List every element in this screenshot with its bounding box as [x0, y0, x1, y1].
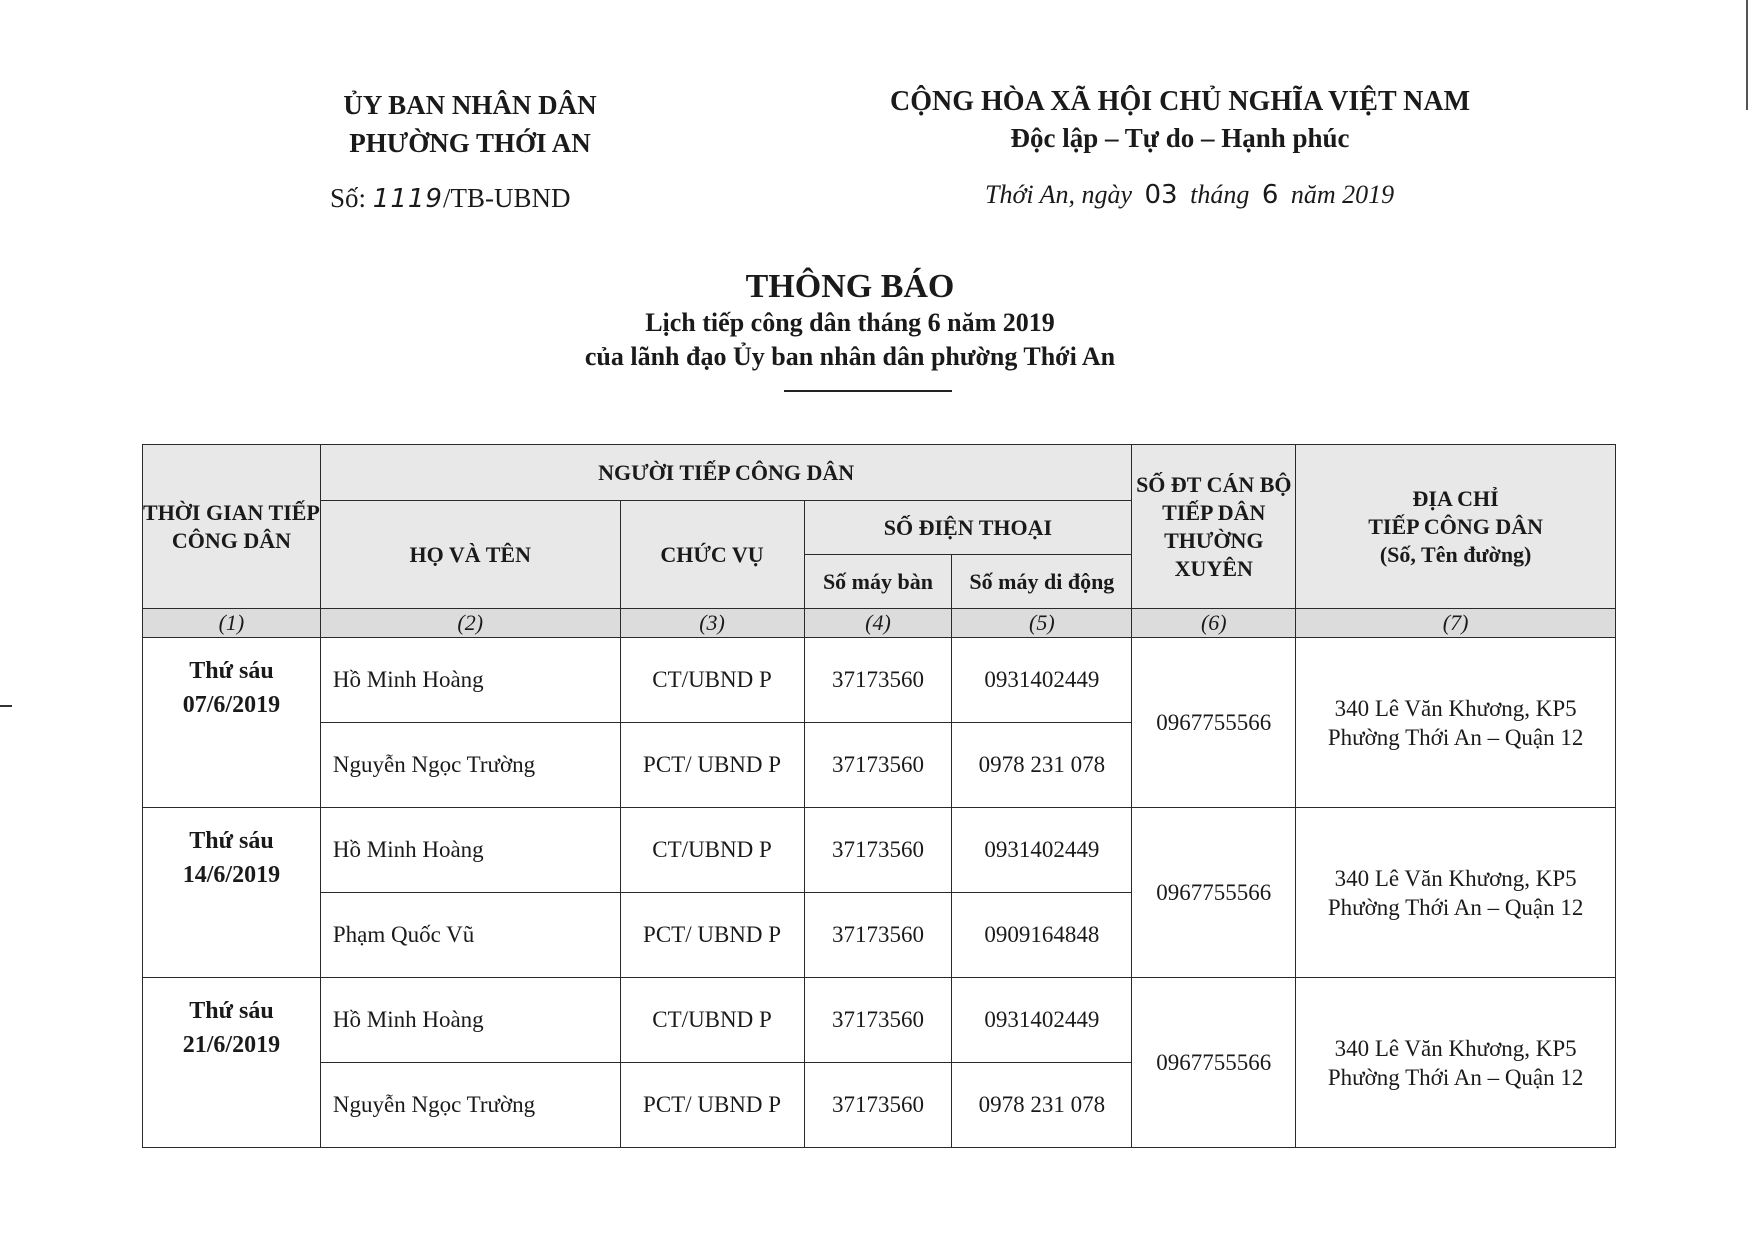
address-line-1: 340 Lê Văn Khương, KP5 [1334, 865, 1577, 891]
reception-date-value: 14/6/2019 [182, 862, 281, 888]
address-line-1: 340 Lê Văn Khương, KP5 [1334, 695, 1577, 721]
mobile-number: 0931402449 [952, 808, 1132, 893]
date-month-label: tháng [1190, 180, 1250, 209]
receiver-position: PCT/ UBND P [620, 723, 804, 808]
reception-address [1296, 978, 1616, 1148]
receiver-position: PCT/ UBND P [620, 1063, 804, 1148]
mobile-number: 0978 231 078 [952, 1063, 1132, 1148]
schedule-table [142, 444, 1616, 1148]
document-title [480, 268, 1220, 374]
header-name: HỌ VÀ TÊN [320, 501, 620, 609]
reception-date [143, 808, 321, 978]
reception-date [143, 978, 321, 1148]
column-index: (5) [952, 609, 1132, 638]
table-row [143, 808, 1616, 893]
landline-number: 37173560 [804, 893, 952, 978]
issue-date [985, 180, 1394, 210]
column-index: (3) [620, 609, 804, 638]
receiver-name: Nguyễn Ngọc Trường [320, 723, 620, 808]
doc-number-suffix: /TB-UBND [442, 183, 571, 213]
header-receiver: NGƯỜI TIẾP CÔNG DÂN [320, 445, 1131, 501]
table-row [143, 978, 1616, 1063]
header-landline: Số máy bàn [804, 555, 952, 609]
address-line-2: Phường Thới An – Quận 12 [1327, 894, 1584, 920]
receiver-position: CT/UBND P [620, 638, 804, 723]
fold-mark [0, 705, 12, 707]
column-index: (7) [1296, 609, 1616, 638]
mobile-number: 0978 231 078 [952, 723, 1132, 808]
mobile-number: 0909164848 [952, 893, 1132, 978]
receiver-position: PCT/ UBND P [620, 893, 804, 978]
reception-day: Thứ sáu [189, 998, 274, 1024]
address-line-2: Phường Thới An – Quận 12 [1327, 1064, 1584, 1090]
reception-day: Thứ sáu [189, 828, 274, 854]
header-mobile: Số máy di động [952, 555, 1132, 609]
reception-date-value: 21/6/2019 [182, 1032, 281, 1058]
address-line-2: Phường Thới An – Quận 12 [1327, 724, 1584, 750]
column-index: (1) [143, 609, 321, 638]
header-address-line-2: TIẾP CÔNG DÂN [1368, 513, 1544, 539]
doc-number-handwritten: 1119 [372, 184, 443, 214]
column-index: (4) [804, 609, 952, 638]
column-index: (2) [320, 609, 620, 638]
scan-edge-mark [1746, 0, 1748, 110]
date-year: năm 2019 [1290, 180, 1395, 209]
issuing-organization [300, 86, 640, 162]
national-motto [860, 84, 1500, 156]
header-phone: SỐ ĐIỆN THOẠI [804, 501, 1132, 555]
title-line-3: của lãnh đạo Ủy ban nhân dân phường Thới An [584, 342, 1116, 371]
nation-line-2: Độc lập – Tự do – Hạnh phúc [1010, 123, 1350, 153]
date-prefix: Thới An, ngày [985, 180, 1133, 209]
reception-date [143, 638, 321, 808]
header-address [1296, 445, 1616, 609]
column-index: (6) [1132, 609, 1296, 638]
receiver-name: Phạm Quốc Vũ [320, 893, 620, 978]
mobile-number: 0931402449 [952, 978, 1132, 1063]
landline-number: 37173560 [804, 723, 952, 808]
receiver-name: Nguyễn Ngọc Trường [320, 1063, 620, 1148]
staff-phone: 0967755566 [1132, 978, 1296, 1148]
reception-date-value: 07/6/2019 [182, 692, 281, 718]
header-time: THỜI GIAN TIẾP CÔNG DÂN [143, 445, 321, 609]
landline-number: 37173560 [804, 638, 952, 723]
reception-address [1296, 808, 1616, 978]
document-number [330, 183, 570, 214]
title-line-2: Lịch tiếp công dân tháng 6 năm 2019 [645, 308, 1055, 337]
staff-phone: 0967755566 [1132, 808, 1296, 978]
address-line-1: 340 Lê Văn Khương, KP5 [1334, 1035, 1577, 1061]
table-row [143, 638, 1616, 723]
staff-phone: 0967755566 [1132, 638, 1296, 808]
header-staff-phone: SỐ ĐT CÁN BỘ TIẾP DÂN THƯỜNG XUYÊN [1132, 445, 1296, 609]
receiver-position: CT/UBND P [620, 978, 804, 1063]
org-line-2: PHƯỜNG THỚI AN [349, 128, 591, 158]
header-address-line-3: (Số, Tên đường) [1379, 541, 1532, 567]
header-position: CHỨC VỤ [620, 501, 804, 609]
reception-day: Thứ sáu [189, 658, 274, 684]
nation-line-1: CỘNG HÒA XÃ HỘI CHỦ NGHĨA VIỆT NAM [889, 86, 1471, 117]
reception-address [1296, 638, 1616, 808]
receiver-name: Hồ Minh Hoàng [320, 638, 620, 723]
column-index-row [143, 609, 1616, 638]
landline-number: 37173560 [804, 808, 952, 893]
org-line-1: ỦY BAN NHÂN DÂN [343, 90, 597, 120]
landline-number: 37173560 [804, 1063, 952, 1148]
mobile-number: 0931402449 [952, 638, 1132, 723]
receiver-position: CT/UBND P [620, 808, 804, 893]
date-day-handwritten: 03 [1144, 180, 1178, 210]
receiver-name: Hồ Minh Hoàng [320, 978, 620, 1063]
date-month-handwritten: 6 [1261, 180, 1279, 210]
receiver-name: Hồ Minh Hoàng [320, 808, 620, 893]
landline-number: 37173560 [804, 978, 952, 1063]
header-address-line-1: ĐỊA CHỈ [1412, 485, 1499, 511]
title-main: THÔNG BÁO [745, 268, 955, 305]
title-underline [784, 390, 952, 392]
doc-number-prefix: Số: [330, 183, 367, 213]
